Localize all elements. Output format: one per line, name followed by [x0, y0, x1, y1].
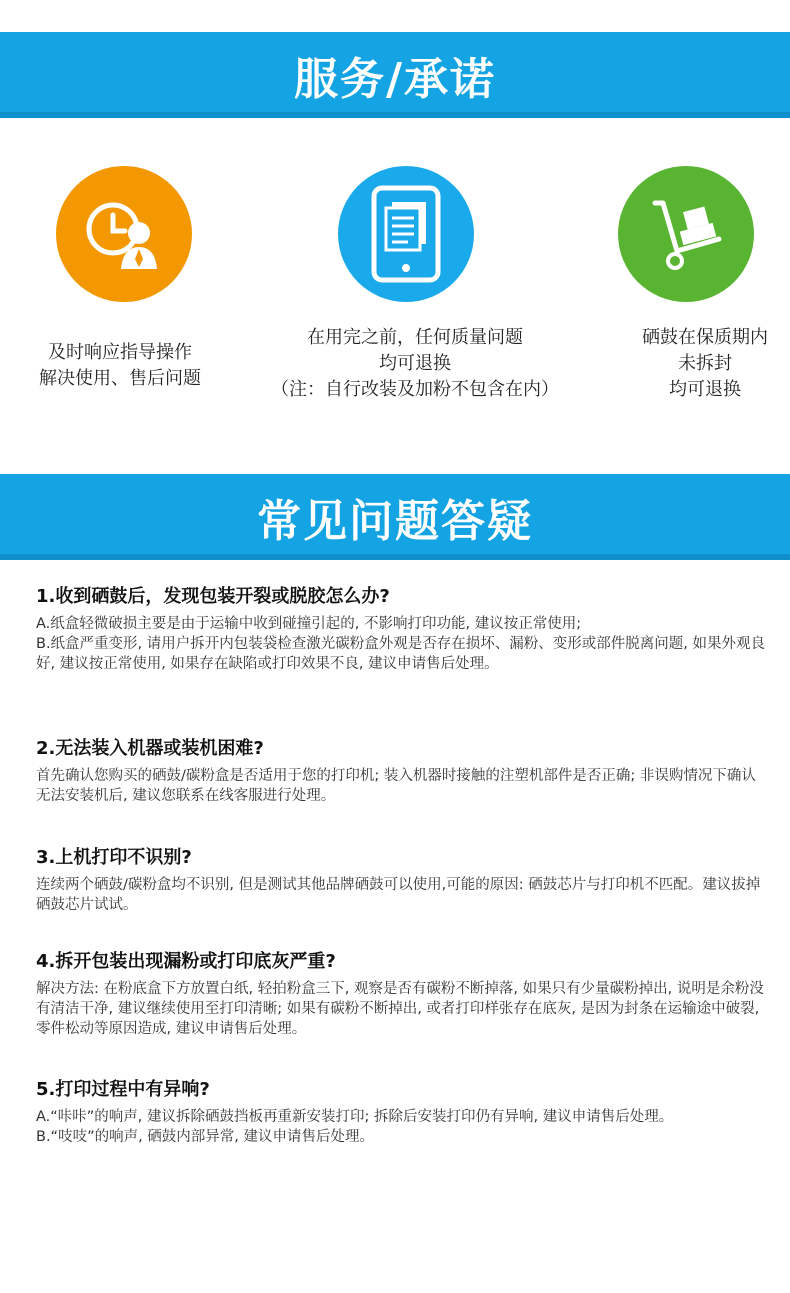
service-line: 硒鼓在保质期内	[642, 327, 768, 348]
faq-question: 3.上机打印不识别?	[36, 847, 192, 868]
document-tablet-icon	[338, 166, 474, 302]
service-note: （注：自行改装及加粉不包含在内）	[271, 379, 559, 400]
faq-item	[36, 947, 766, 1039]
service-line: 在用完之前，任何质量问题	[307, 327, 523, 348]
faq-answer: 连续两个硒鼓/碳粉盒均不识别, 但是测试其他品牌硒鼓可以使用,可能的原因: 硒鼓芯片与打印机不匹配。建议拔掉硒鼓芯片试试。	[36, 877, 761, 913]
service-title: 服务/承诺	[293, 54, 497, 105]
service-line: 均可退换	[379, 353, 451, 374]
faq-answer: A.“咔咔”的响声, 建议拆除硒鼓挡板再重新安装打印; 拆除后安装打印仍有异响, 建议申请售后处理。	[36, 1109, 674, 1125]
service-item-warranty	[615, 325, 790, 403]
faq-item	[36, 582, 766, 674]
clock-person-icon	[56, 166, 192, 302]
faq-banner	[0, 474, 790, 560]
service-line: 均可退换	[669, 379, 741, 400]
faq-question: 2.无法装入机器或装机困难?	[36, 738, 264, 759]
faq-answer: B.“吱吱”的响声, 硒鼓内部异常, 建议申请售后处理。	[36, 1129, 375, 1145]
faq-answer: A.纸盒轻微破损主要是由于运输中收到碰撞引起的, 不影响打印功能, 建议按正常使用;	[36, 616, 582, 632]
faq-answer: B.纸盒严重变形, 请用户拆开内包装袋检查激光碳粉盒外观是否存在损坏、漏粉、变形或部件脱离问题, 如果外观良好, 建议按正常使用, 如果存在缺陷或打印效果不良, 建议申请售后处理。	[36, 636, 765, 672]
faq-item	[36, 734, 766, 806]
service-banner	[0, 32, 790, 118]
faq-title: 常见问题答疑	[257, 496, 533, 547]
faq-item	[36, 1075, 766, 1147]
hand-truck-icon	[618, 166, 754, 302]
faq-question: 5.打印过程中有异响?	[36, 1079, 210, 1100]
faq-item	[36, 843, 766, 915]
faq-question: 1.收到硒鼓后，发现包装开裂或脱胶怎么办?	[36, 586, 390, 607]
service-item-quality	[250, 325, 580, 403]
service-item-response	[10, 340, 230, 392]
faq-answer: 首先确认您购买的硒鼓/碳粉盒是否适用于您的打印机; 装入机器时接触的注塑机部件是否正确; 非误购情况下确认无法安装机后, 建议您联系在线客服进行处理。	[36, 768, 756, 804]
faq-question: 4.拆开包装出现漏粉或打印底灰严重?	[36, 951, 336, 972]
service-line: 及时响应指导操作	[48, 342, 192, 363]
service-line: 未拆封	[678, 353, 732, 374]
service-line: 解决使用、售后问题	[39, 368, 201, 389]
faq-answer: 解决方法: 在粉底盒下方放置白纸, 轻拍粉盒三下, 观察是否有碳粉不断掉落, 如果只有少量碳粉掉出, 说明是余粉没有清洁干净, 建议继续使用至打印清晰; 如果有碳粉不断掉出, 或者打印样张存在底灰, 是因为封条在运输途中破裂, 零件松动等原因造成, 建议申请售后处理。	[36, 981, 764, 1037]
